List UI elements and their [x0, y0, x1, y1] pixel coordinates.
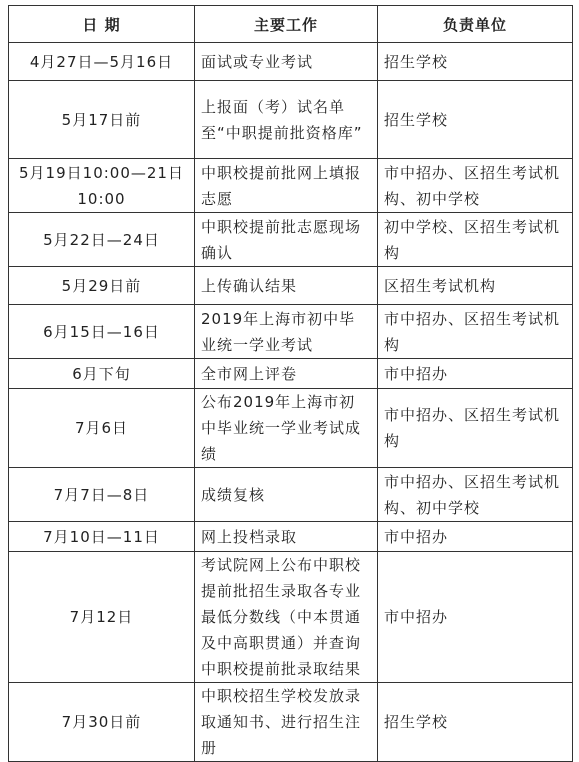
- table-row: [9, 267, 573, 305]
- date-cell: 7月7日—8日: [9, 468, 195, 522]
- table-row: [9, 81, 573, 159]
- schedule-table: [8, 5, 573, 762]
- table-row: [9, 159, 573, 213]
- date-cell: 5月19日10:00—21日10:00: [9, 159, 195, 213]
- unit-cell: 市中招办、区招生考试机构、初中学校: [378, 159, 573, 213]
- date-cell: 6月下旬: [9, 359, 195, 389]
- unit-cell: 招生学校: [378, 81, 573, 159]
- unit-cell: 初中学校、区招生考试机构: [378, 213, 573, 267]
- work-cell: 中职校提前批志愿现场确认: [195, 213, 378, 267]
- table-row: [9, 213, 573, 267]
- table-row: [9, 683, 573, 762]
- date-cell: 5月17日前: [9, 81, 195, 159]
- unit-cell: 招生学校: [378, 683, 573, 762]
- header-date: 日 期: [9, 6, 195, 43]
- unit-cell: 招生学校: [378, 43, 573, 81]
- work-cell: 考试院网上公布中职校提前批招生录取各专业最低分数线（中本贯通及中高职贯通）并查询中职校提前批录取结果: [195, 552, 378, 683]
- date-cell: 4月27日—5月16日: [9, 43, 195, 81]
- header-work: 主要工作: [195, 6, 378, 43]
- work-cell: 成绩复核: [195, 468, 378, 522]
- unit-cell: 市中招办、区招生考试机构、初中学校: [378, 468, 573, 522]
- date-cell: 6月15日—16日: [9, 305, 195, 359]
- table-row: [9, 468, 573, 522]
- work-cell: 中职校提前批网上填报志愿: [195, 159, 378, 213]
- header-row: [9, 6, 573, 43]
- work-cell: 网上投档录取: [195, 522, 378, 552]
- table-row: [9, 389, 573, 468]
- table-row: [9, 43, 573, 81]
- work-cell: 面试或专业考试: [195, 43, 378, 81]
- unit-cell: 市中招办: [378, 522, 573, 552]
- date-cell: 7月30日前: [9, 683, 195, 762]
- work-cell: 公布2019年上海市初中毕业统一学业考试成绩: [195, 389, 378, 468]
- unit-cell: 市中招办: [378, 552, 573, 683]
- work-cell: 中职校招生学校发放录取通知书、进行招生注册: [195, 683, 378, 762]
- unit-cell: 市中招办、区招生考试机构: [378, 389, 573, 468]
- header-unit: 负责单位: [378, 6, 573, 43]
- date-cell: 5月29日前: [9, 267, 195, 305]
- unit-cell: 市中招办: [378, 359, 573, 389]
- table-row: [9, 522, 573, 552]
- table-row: [9, 359, 573, 389]
- date-cell: 7月12日: [9, 552, 195, 683]
- work-cell: 上传确认结果: [195, 267, 378, 305]
- work-cell: 上报面（考）试名单至“中职提前批资格库”: [195, 81, 378, 159]
- unit-cell: 区招生考试机构: [378, 267, 573, 305]
- work-cell: 2019年上海市初中毕业统一学业考试: [195, 305, 378, 359]
- table-row: [9, 305, 573, 359]
- unit-cell: 市中招办、区招生考试机构: [378, 305, 573, 359]
- table-row: [9, 552, 573, 683]
- date-cell: 7月6日: [9, 389, 195, 468]
- work-cell: 全市网上评卷: [195, 359, 378, 389]
- date-cell: 7月10日—11日: [9, 522, 195, 552]
- date-cell: 5月22日—24日: [9, 213, 195, 267]
